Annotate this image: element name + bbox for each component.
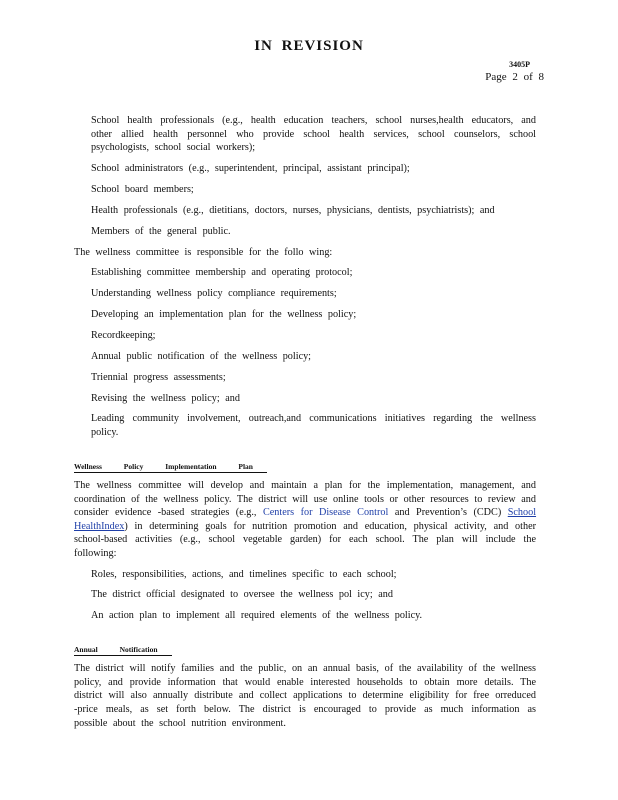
committee-member-list: [74, 114, 536, 238]
list-item: Health professionals (e.g., dietitians, doctors, nurses, physicians, dentists, psychiatrists); and: [91, 204, 495, 216]
list-item: The district official designated to oversee the wellness pol icy; and: [91, 589, 393, 601]
implementation-paragraph: The wellness committee will develop and maintain a plan for the implementation, management, and coordination of the wellness policy. The district will use online tools or other resources to review and consider evidence -based strategies (e.g., Centers for Disease Control and Prevention’s (CDC) School HealthIndex) in determining goals for nutrition promotion and education, physical activity, and other school-based activities (e.g., school vegetable garden) for each school. The plan will include the following:: [74, 479, 537, 559]
list-item: School health professionals (e.g., health education teachers, school nurses,health educators, and other allied health personnel who provide school health services, school counselors, school psychologists, school social workers);: [91, 115, 536, 154]
list-item: Roles, responsibilities, actions, and timelines specific to each school;: [91, 568, 397, 580]
plan-items-list: [74, 568, 536, 623]
list-item: Annual public notification of the wellness policy;: [91, 350, 312, 362]
list-item: Understanding wellness policy compliance requirements;: [91, 288, 337, 300]
list-item: Establishing committee membership and operating protocol;: [91, 267, 353, 279]
list-item: Developing an implementation plan for the wellness policy;: [91, 309, 357, 321]
list-item: An action plan to implement all required elements of the wellness policy.: [91, 610, 423, 622]
responsibility-list: [74, 266, 536, 439]
cdc-link[interactable]: Centers for Disease Control: [262, 507, 389, 519]
list-item: School board members;: [91, 183, 194, 195]
list-item: School administrators (e.g., superintendent, principal, assistant principal);: [91, 163, 410, 175]
list-item: Members of the general public.: [91, 225, 231, 237]
responsibility-intro: The wellness committee is responsible for the follo wing:: [74, 246, 333, 258]
school-health-index-link[interactable]: School HealthIndex: [74, 507, 537, 532]
list-item: Revising the wellness policy; and: [91, 392, 240, 404]
policy-code: 3405P: [509, 60, 530, 69]
document-body: [74, 114, 536, 737]
notification-heading: Annual Notification: [74, 645, 172, 656]
list-item: Leading community involvement, outreach,and communications initiatives regarding the wellness policy.: [91, 413, 536, 439]
list-item: Recordkeeping;: [91, 329, 156, 341]
revision-title: IN REVISION: [254, 38, 364, 54]
notification-paragraph: The district will notify families and the public, on an annual basis, of the availability of the wellness policy, and provide information that would enable interested households to obtain more details. The district will also annually distribute and collect applications to determine eligibility for free orreduced -price meals, as set forth below. The district is encouraged to provide as much information as possible about the school nutrition environment.: [74, 663, 536, 729]
list-item: Triennial progress assessments;: [91, 371, 226, 383]
page-number: Page 2 of 8: [485, 71, 544, 83]
implementation-heading: Wellness Policy Implementation Plan: [74, 462, 267, 473]
